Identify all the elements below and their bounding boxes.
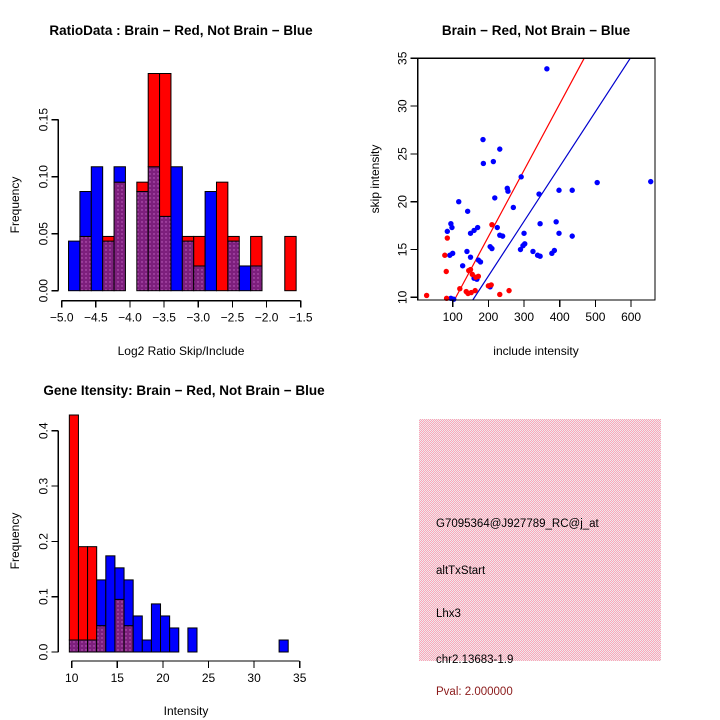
- histogram-bar-blue: [80, 192, 91, 237]
- histogram-bar-overlap: [251, 266, 262, 291]
- histogram-bar-blue: [115, 568, 124, 600]
- histogram-bar-blue: [188, 628, 197, 652]
- y-axis-tick-label: 0.15: [36, 107, 51, 132]
- chart-title: Brain − Red, Not Brain − Blue: [441, 23, 631, 38]
- locus-text: chr2.13683-1.9: [436, 654, 514, 666]
- histogram-bar-red: [78, 547, 87, 640]
- histogram-bar-red: [285, 236, 296, 290]
- histogram-bar-red: [88, 547, 97, 640]
- histogram-bar-blue: [97, 580, 106, 626]
- y-axis-tick-label: 15: [395, 242, 410, 257]
- histogram-bar-blue: [279, 640, 288, 652]
- x-axis-tick-label: 35: [293, 671, 307, 685]
- histogram-bar-overlap: [182, 241, 193, 291]
- histogram-bar-red: [251, 236, 262, 266]
- gene-symbol-text: Lhx3: [436, 608, 461, 620]
- scatter-point-blue: [464, 249, 469, 254]
- scatter-point-blue: [492, 195, 497, 200]
- y-axis-tick-label: 0.4: [36, 422, 51, 440]
- scatter-point-blue: [521, 231, 526, 236]
- y-axis-tick-label: 0.00: [36, 279, 51, 303]
- scatter-point-blue: [536, 191, 541, 196]
- scatter-point-red: [457, 286, 462, 291]
- y-axis-label: Frequency: [8, 176, 22, 234]
- histogram-bar-blue: [171, 167, 182, 291]
- histogram-bar-blue: [205, 192, 216, 291]
- y-axis-tick-label: 20: [395, 195, 410, 209]
- histogram-bar-red: [148, 74, 159, 167]
- scatter-point-red: [476, 274, 481, 279]
- scatter-point-red: [442, 253, 447, 258]
- scatter-point-red: [472, 288, 477, 293]
- scatter-point-blue: [537, 254, 542, 259]
- panel-ratio-histogram: [0, 0, 360, 360]
- intensity-scatter-plot: [360, 0, 720, 360]
- y-axis-tick-label: 30: [395, 99, 410, 113]
- histogram-bar-blue: [161, 616, 170, 652]
- x-axis-label: include intensity: [493, 344, 579, 358]
- histogram-bar-red: [160, 74, 171, 217]
- y-axis-tick-label: 0.0: [36, 643, 51, 661]
- histogram-bar-red: [69, 415, 78, 640]
- y-axis-label: skip intensity: [368, 144, 382, 214]
- y-axis-tick-label: 0.3: [36, 477, 51, 495]
- ratio-histogram-plot: [0, 0, 360, 360]
- scatter-point-blue: [445, 229, 450, 234]
- histogram-bar-red: [137, 182, 148, 191]
- scatter-point-blue: [480, 137, 485, 142]
- x-axis-tick-label: 400: [549, 310, 570, 324]
- histogram-bar-red: [228, 236, 239, 241]
- scatter-point-blue: [497, 146, 502, 151]
- histogram-bar-overlap: [148, 167, 159, 291]
- scatter-point-blue: [451, 297, 456, 302]
- pval-text: Pval: 2.000000: [436, 686, 513, 698]
- y-axis-tick-label: 10: [395, 290, 410, 305]
- x-axis-tick-label: −4.5: [83, 310, 108, 325]
- scatter-point-red: [489, 282, 494, 287]
- x-axis-tick-label: −4.0: [118, 310, 142, 325]
- histogram-bar-overlap: [97, 626, 106, 652]
- histogram-bar-overlap: [194, 266, 205, 291]
- x-axis-tick-label: −1.5: [288, 310, 313, 325]
- scatter-point-blue: [505, 188, 510, 193]
- histogram-bar-red: [194, 236, 205, 266]
- panel-gene-intensity-histogram: [0, 360, 360, 720]
- histogram-bar-overlap: [160, 216, 171, 290]
- scatter-point-red: [489, 222, 494, 227]
- x-axis-tick-label: 200: [478, 310, 499, 324]
- scatter-point-blue: [570, 233, 575, 238]
- gene-info-box: [419, 419, 661, 698]
- event-type-text: altTxStart: [436, 565, 486, 577]
- histogram-bar-blue: [142, 640, 151, 652]
- histogram-bar-overlap: [69, 640, 78, 652]
- scatter-point-red: [444, 269, 449, 274]
- scatter-point-blue: [489, 246, 494, 251]
- scatter-point-red: [445, 235, 450, 240]
- scatter-point-blue: [553, 219, 558, 224]
- scatter-point-blue: [530, 249, 535, 254]
- x-axis-tick-label: 600: [621, 310, 642, 324]
- y-axis-tick-label: 35: [395, 51, 410, 65]
- x-axis-tick-label: 25: [201, 671, 216, 685]
- scatter-point-red: [506, 288, 511, 293]
- y-axis-tick-label: 0.05: [36, 222, 51, 246]
- y-axis-label: Frequency: [8, 512, 22, 570]
- chart-title: RatioData : Brain − Red, Not Brain − Blue: [49, 23, 313, 38]
- panel-intensity-scatter: [360, 0, 720, 360]
- y-axis-tick-label: 0.2: [36, 533, 51, 550]
- histogram-bar-red: [216, 182, 227, 291]
- scatter-point-blue: [511, 205, 516, 210]
- x-axis-tick-label: 10: [65, 671, 79, 685]
- histogram-bar-blue: [114, 167, 125, 182]
- scatter-point-red: [468, 267, 473, 272]
- scatter-point-blue: [491, 159, 496, 164]
- scatter-point-blue: [556, 188, 561, 193]
- x-axis-tick-label: 100: [442, 310, 463, 324]
- histogram-bar-overlap: [137, 192, 148, 291]
- scatter-point-blue: [500, 233, 505, 238]
- scatter-point-blue: [468, 254, 473, 259]
- histogram-bar-overlap: [103, 241, 114, 291]
- histogram-bar-overlap: [228, 241, 239, 291]
- scatter-point-blue: [475, 225, 480, 230]
- histogram-bar-overlap: [124, 626, 133, 652]
- panel-gene-info: [360, 360, 720, 720]
- scatter-point-blue: [648, 179, 653, 184]
- x-axis-tick-label: −3.5: [152, 310, 176, 325]
- scatter-point-blue: [570, 188, 575, 193]
- histogram-bar-red: [182, 236, 193, 241]
- x-axis-tick-label: 500: [585, 310, 606, 324]
- scatter-point-blue: [522, 241, 527, 246]
- scatter-point-red: [497, 292, 502, 297]
- histogram-bar-blue: [106, 556, 115, 652]
- x-axis-tick-label: −2.0: [254, 310, 279, 325]
- y-axis-tick-label: 25: [395, 147, 410, 161]
- y-axis-tick-label: 0.10: [36, 165, 51, 189]
- x-axis-label: Log2 Ratio Skip/Include: [117, 344, 245, 358]
- scatter-point-blue: [460, 263, 465, 268]
- scatter-point-blue: [456, 199, 461, 204]
- histogram-bar-red: [103, 236, 114, 241]
- histogram-bar-blue: [239, 266, 250, 291]
- x-axis-tick-label: −3.0: [186, 310, 211, 325]
- chart-title: Gene Itensity: Brain − Red, Not Brain − Blue: [43, 383, 325, 398]
- histogram-bar-blue: [133, 616, 142, 652]
- histogram-bar-blue: [69, 241, 80, 291]
- histogram-bar-overlap: [114, 182, 125, 291]
- scatter-point-blue: [552, 248, 557, 253]
- gene-intensity-histogram-plot: [0, 360, 360, 720]
- fit-line-blue: [473, 58, 630, 300]
- scatter-point-blue: [495, 225, 500, 230]
- histogram-bar-blue: [170, 628, 179, 652]
- histogram-bar-blue: [91, 167, 102, 291]
- histogram-bar-blue: [151, 604, 160, 652]
- fit-line-red: [454, 58, 584, 300]
- probe-id-text: G7095364@J927789_RC@j_at: [436, 518, 599, 530]
- scatter-point-blue: [449, 225, 454, 230]
- scatter-point-blue: [537, 221, 542, 226]
- histogram-bar-overlap: [78, 640, 87, 652]
- x-axis-label: Intensity: [163, 704, 209, 718]
- scatter-point-blue: [465, 209, 470, 214]
- histogram-bar-overlap: [80, 236, 91, 290]
- scatter-point-blue: [481, 161, 486, 166]
- y-axis-tick-label: 0.1: [36, 588, 51, 606]
- scatter-point-blue: [544, 66, 549, 71]
- histogram-bar-overlap: [88, 640, 97, 652]
- histogram-bar-blue: [124, 580, 133, 626]
- x-axis-tick-label: −5.0: [49, 310, 74, 325]
- x-axis-tick-label: −2.5: [220, 310, 245, 325]
- scatter-point-blue: [478, 259, 483, 264]
- scatter-point-red: [424, 293, 429, 298]
- x-axis-tick-label: 20: [156, 671, 170, 685]
- x-axis-tick-label: 30: [247, 671, 261, 685]
- histogram-bar-overlap: [115, 599, 124, 652]
- scatter-point-blue: [447, 253, 452, 258]
- scatter-point-blue: [594, 180, 599, 185]
- plot-box: [418, 58, 655, 300]
- scatter-point-blue: [556, 231, 561, 236]
- x-axis-tick-label: 300: [514, 310, 535, 324]
- scatter-point-blue: [518, 174, 523, 179]
- x-axis-tick-label: 15: [110, 671, 124, 685]
